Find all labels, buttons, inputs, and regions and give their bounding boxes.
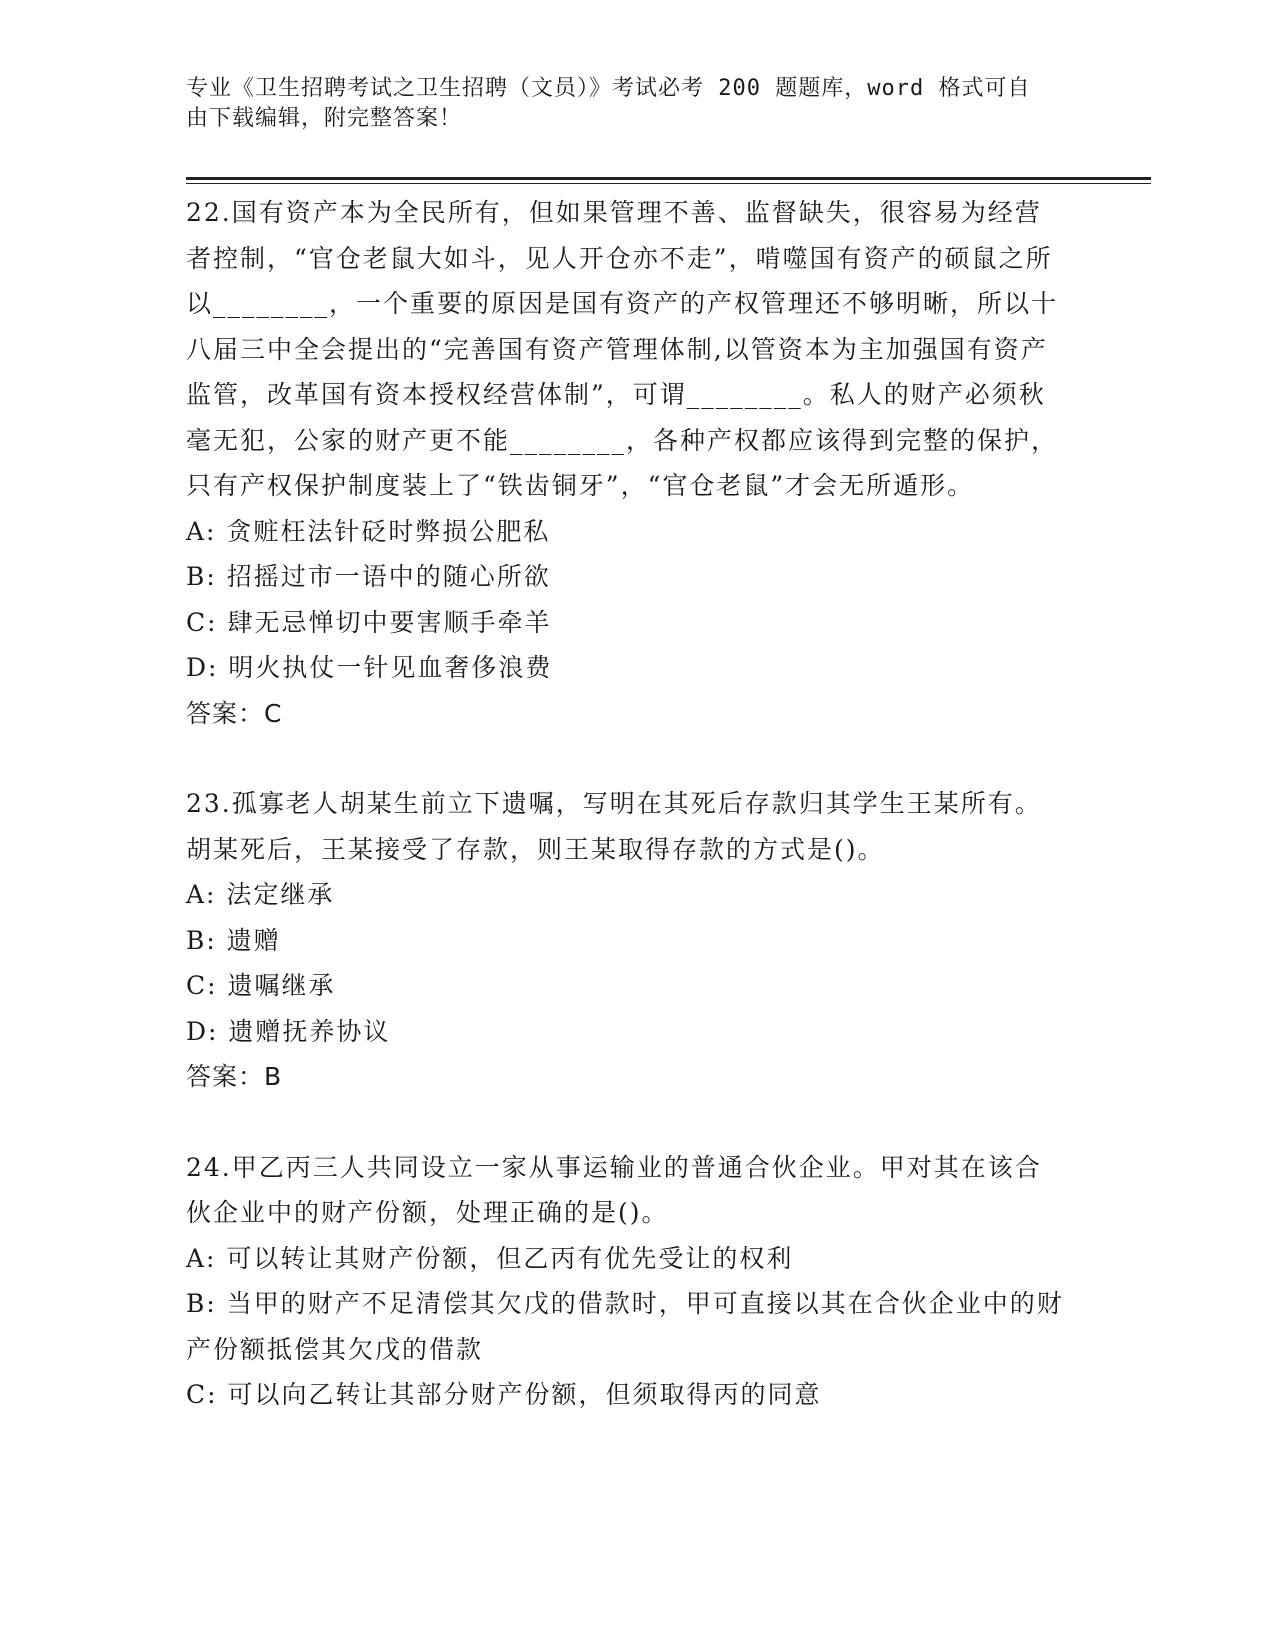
- answer-line: 答案：B: [186, 1062, 283, 1091]
- option-c: C: 肆无忌惮切中要害顺手牵羊: [186, 607, 552, 637]
- question-stem: 24.甲乙丙三人共同设立一家从事运输业的普通合伙企业。甲对其在该合伙企业中的财产份额，处理正确的是()。: [186, 1152, 1042, 1227]
- question-22: [186, 190, 1066, 736]
- question-list: [186, 190, 1066, 1418]
- question-stem: 23.孤寡老人胡某生前立下遗嘱，写明在其死后存款归其学生王某所有。胡某死后，王某接受了存款，则王某取得存款的方式是()。: [186, 789, 1042, 864]
- option-b: B: 当甲的财产不足清偿其欠戊的借款时，甲可直接以其在合伙企业中的财产份额抵偿其欠戊的借款: [186, 1289, 1064, 1364]
- header-rule-thin: [186, 183, 1151, 184]
- question-stem: 22.国有资产本为全民所有，但如果管理不善、监督缺失，很容易为经营者控制，“官仓老鼠大如斗，见人开仓亦不走”，啃噬国有资产的硕鼠之所以________，一个重要的原因是国有资产的产权管理还不够明晰，所以十八届三中全会提出的“完善国有资产管理体制,以管资本为主加强国有资产监管，改革国有资本授权经营体制”，可谓________。私人的财产必须秋毫无犯，公家的财产更不能________，各种产权都应该得到完整的保护，只有产权保护制度装上了“铁齿铜牙”，“官仓老鼠”才会无所遁形。: [186, 198, 1059, 500]
- document-header: [186, 74, 1086, 134]
- header-line-1: 专业《卫生招聘考试之卫生招聘（文员）》考试必考 200 题题库，word 格式可自: [186, 76, 1031, 101]
- question-24: [186, 1145, 1066, 1418]
- option-d: D: 明火执仗一针见血奢侈浪费: [186, 653, 553, 682]
- header-rule-thick: [186, 177, 1151, 180]
- option-c: C: 可以向乙转让其部分财产份额，但须取得丙的同意: [186, 1380, 822, 1409]
- header-line-2: 由下载编辑，附完整答案！: [186, 106, 463, 131]
- question-23: [186, 781, 1066, 1100]
- option-a: A: 可以转让其财产份额，但乙丙有优先受让的权利: [186, 1243, 794, 1273]
- option-a: A: 法定继承: [186, 880, 335, 909]
- answer-line: 答案：C: [186, 698, 283, 728]
- option-b: B: 遗赠: [186, 925, 281, 955]
- option-c: C: 遗嘱继承: [186, 971, 336, 1000]
- option-b: B: 招摇过市一语中的随心所欲: [186, 562, 551, 591]
- option-d: D: 遗赠抚养协议: [186, 1016, 391, 1046]
- option-a: A: 贪赃枉法针砭时弊损公肥私: [186, 516, 551, 546]
